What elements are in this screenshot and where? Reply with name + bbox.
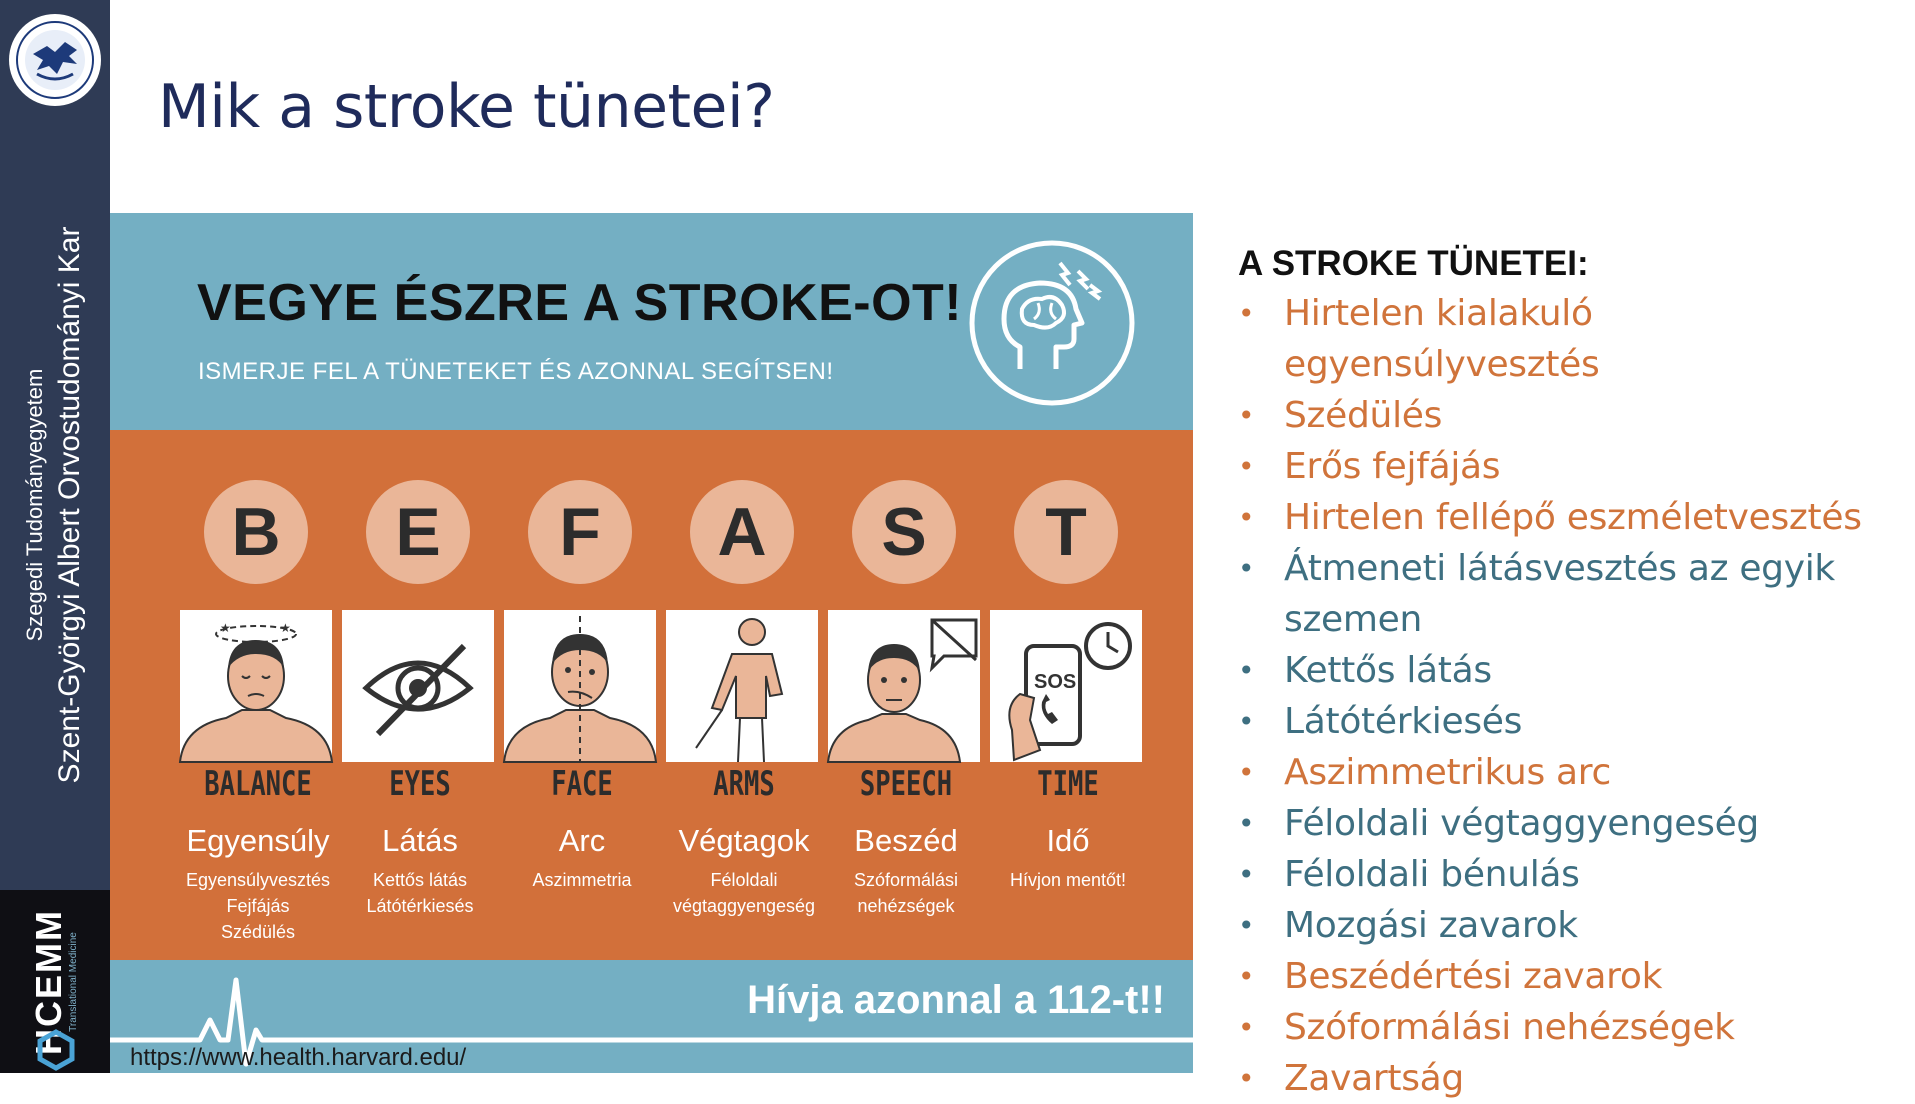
- symptom-list-heading: A STROKE TÜNETEI:: [1238, 244, 1589, 283]
- source-link[interactable]: https://www.health.harvard.edu/: [130, 1044, 467, 1071]
- page-title: Mik a stroke tünetei?: [158, 72, 775, 142]
- letter-circle-a: A: [690, 480, 794, 584]
- list-item: • Kettős látás: [1238, 645, 1915, 696]
- brain-alert-icon: [968, 239, 1136, 407]
- bullet-icon: •: [1238, 450, 1255, 483]
- svg-text:SOS: SOS: [1034, 671, 1077, 693]
- infographic-footer: [110, 960, 1193, 1073]
- hcemm-subtitle: Translational Medicine: [68, 932, 79, 1032]
- face-tile: [504, 610, 656, 762]
- letter-circle-b: B: [204, 480, 308, 584]
- bullet-icon: •: [1238, 807, 1255, 840]
- list-item: • Szóformálási nehézségek: [1238, 1002, 1915, 1053]
- befast-hu-time: Idő: [1046, 823, 1090, 858]
- arms-tile: [666, 610, 818, 762]
- symptom-list: [1238, 244, 1915, 1104]
- speech-tile: [828, 610, 980, 762]
- face-asymmetry-icon: [504, 610, 656, 762]
- university-seal-icon: [7, 12, 103, 108]
- bullet-icon: •: [1238, 501, 1255, 534]
- letter-circle-e: E: [366, 480, 470, 584]
- bullet-icon: •: [1238, 552, 1255, 585]
- bullet-icon: •: [1238, 399, 1255, 432]
- balance-tile: [180, 610, 332, 762]
- bullet-icon: •: [1238, 960, 1255, 993]
- bullet-icon: •: [1238, 756, 1255, 789]
- list-item: • Féloldali bénulás: [1238, 849, 1915, 900]
- list-item: • Beszédértési zavarok: [1238, 951, 1915, 1002]
- dizzy-person-icon: [180, 610, 332, 762]
- list-item: • Aszimmetrikus arc: [1238, 747, 1915, 798]
- befast-details-speech: Szóformálási nehézségek: [853, 870, 959, 916]
- bullet-icon: •: [1238, 1011, 1255, 1044]
- befast-hu-speech: Beszéd: [854, 823, 958, 858]
- bullet-icon: •: [1238, 858, 1255, 891]
- svg-text:★: ★: [220, 621, 231, 635]
- befast-infographic: [110, 213, 1193, 1073]
- infographic-header: [110, 213, 1193, 430]
- sos-phone-clock-icon: [990, 610, 1142, 762]
- list-item: • Erős fejfájás: [1238, 441, 1915, 492]
- befast-label-speech: SPEECH: [859, 764, 953, 804]
- hcemm-logo: [0, 890, 110, 1073]
- befast-details-face: Aszimmetria: [532, 870, 632, 890]
- list-item: • Zavartság: [1238, 1053, 1915, 1104]
- befast-details-arms: Féloldali végtaggyengeség: [672, 870, 816, 916]
- emergency-call-text: Hívja azonnal a 112-t!!: [747, 978, 1165, 1022]
- letter-circle-f: F: [528, 480, 632, 584]
- befast-label-balance: BALANCE: [204, 764, 312, 804]
- arm-weakness-icon: [666, 610, 818, 762]
- hcemm-name: HCEMM: [28, 909, 69, 1055]
- befast-hu-eyes: Látás: [382, 823, 458, 858]
- befast-details-balance: Egyensúlyvesztés Fejfájás Szédülés: [185, 870, 331, 942]
- crossed-eye-icon: [342, 610, 494, 762]
- letter-circle-s: S: [852, 480, 956, 584]
- befast-hu-face: Arc: [558, 823, 606, 858]
- befast-details-eyes: Kettős látás Látótérkiesés: [366, 870, 474, 916]
- bullet-icon: •: [1238, 297, 1255, 330]
- befast-details-time: Hívjon mentőt!: [1009, 870, 1127, 890]
- infographic-headline: VEGYE ÉSZRE A STROKE-OT!: [197, 274, 963, 332]
- befast-label-eyes: EYES: [389, 764, 451, 804]
- time-tile: [990, 610, 1142, 762]
- list-item: • Féloldali végtaggyengeség: [1238, 798, 1915, 849]
- bullet-icon: •: [1238, 654, 1255, 687]
- bullet-icon: •: [1238, 705, 1255, 738]
- infographic-subline: ISMERJE FEL A TÜNETEKET ÉS AZONNAL SEGÍTSEN!: [198, 358, 834, 385]
- university-logo: [0, 0, 110, 120]
- speech-blocked-icon: [828, 610, 980, 762]
- list-item: • Hirtelen kialakuló egyensúlyvesztés: [1238, 288, 1915, 390]
- list-item: • Mozgási zavarok: [1238, 900, 1915, 951]
- list-item: • Látótérkiesés: [1238, 696, 1915, 747]
- list-item: • Átmeneti látásvesztés az egyik szemen: [1238, 543, 1915, 645]
- svg-text:★: ★: [280, 621, 291, 635]
- befast-hu-balance: Egyensúly: [186, 823, 330, 858]
- befast-label-face: FACE: [551, 764, 613, 804]
- befast-panel: [110, 430, 1193, 960]
- letter-circle-t: T: [1014, 480, 1118, 584]
- university-name: Szegedi Tudományegyetem: [22, 368, 47, 642]
- eyes-tile: [342, 610, 494, 762]
- befast-label-arms: ARMS: [713, 764, 775, 804]
- faculty-name: Szent-Györgyi Albert Orvostudományi Kar: [53, 226, 86, 784]
- befast-hu-arms: Végtagok: [678, 823, 810, 858]
- hexagon-icon: [36, 1030, 76, 1070]
- list-item: • Szédülés: [1238, 390, 1915, 441]
- sidebar: [0, 0, 110, 1073]
- bullet-icon: •: [1238, 1062, 1255, 1095]
- list-item: • Hirtelen fellépő eszméletvesztés: [1238, 492, 1915, 543]
- sidebar-institution: [20, 227, 90, 784]
- bullet-icon: •: [1238, 909, 1255, 942]
- befast-label-time: TIME: [1037, 764, 1099, 804]
